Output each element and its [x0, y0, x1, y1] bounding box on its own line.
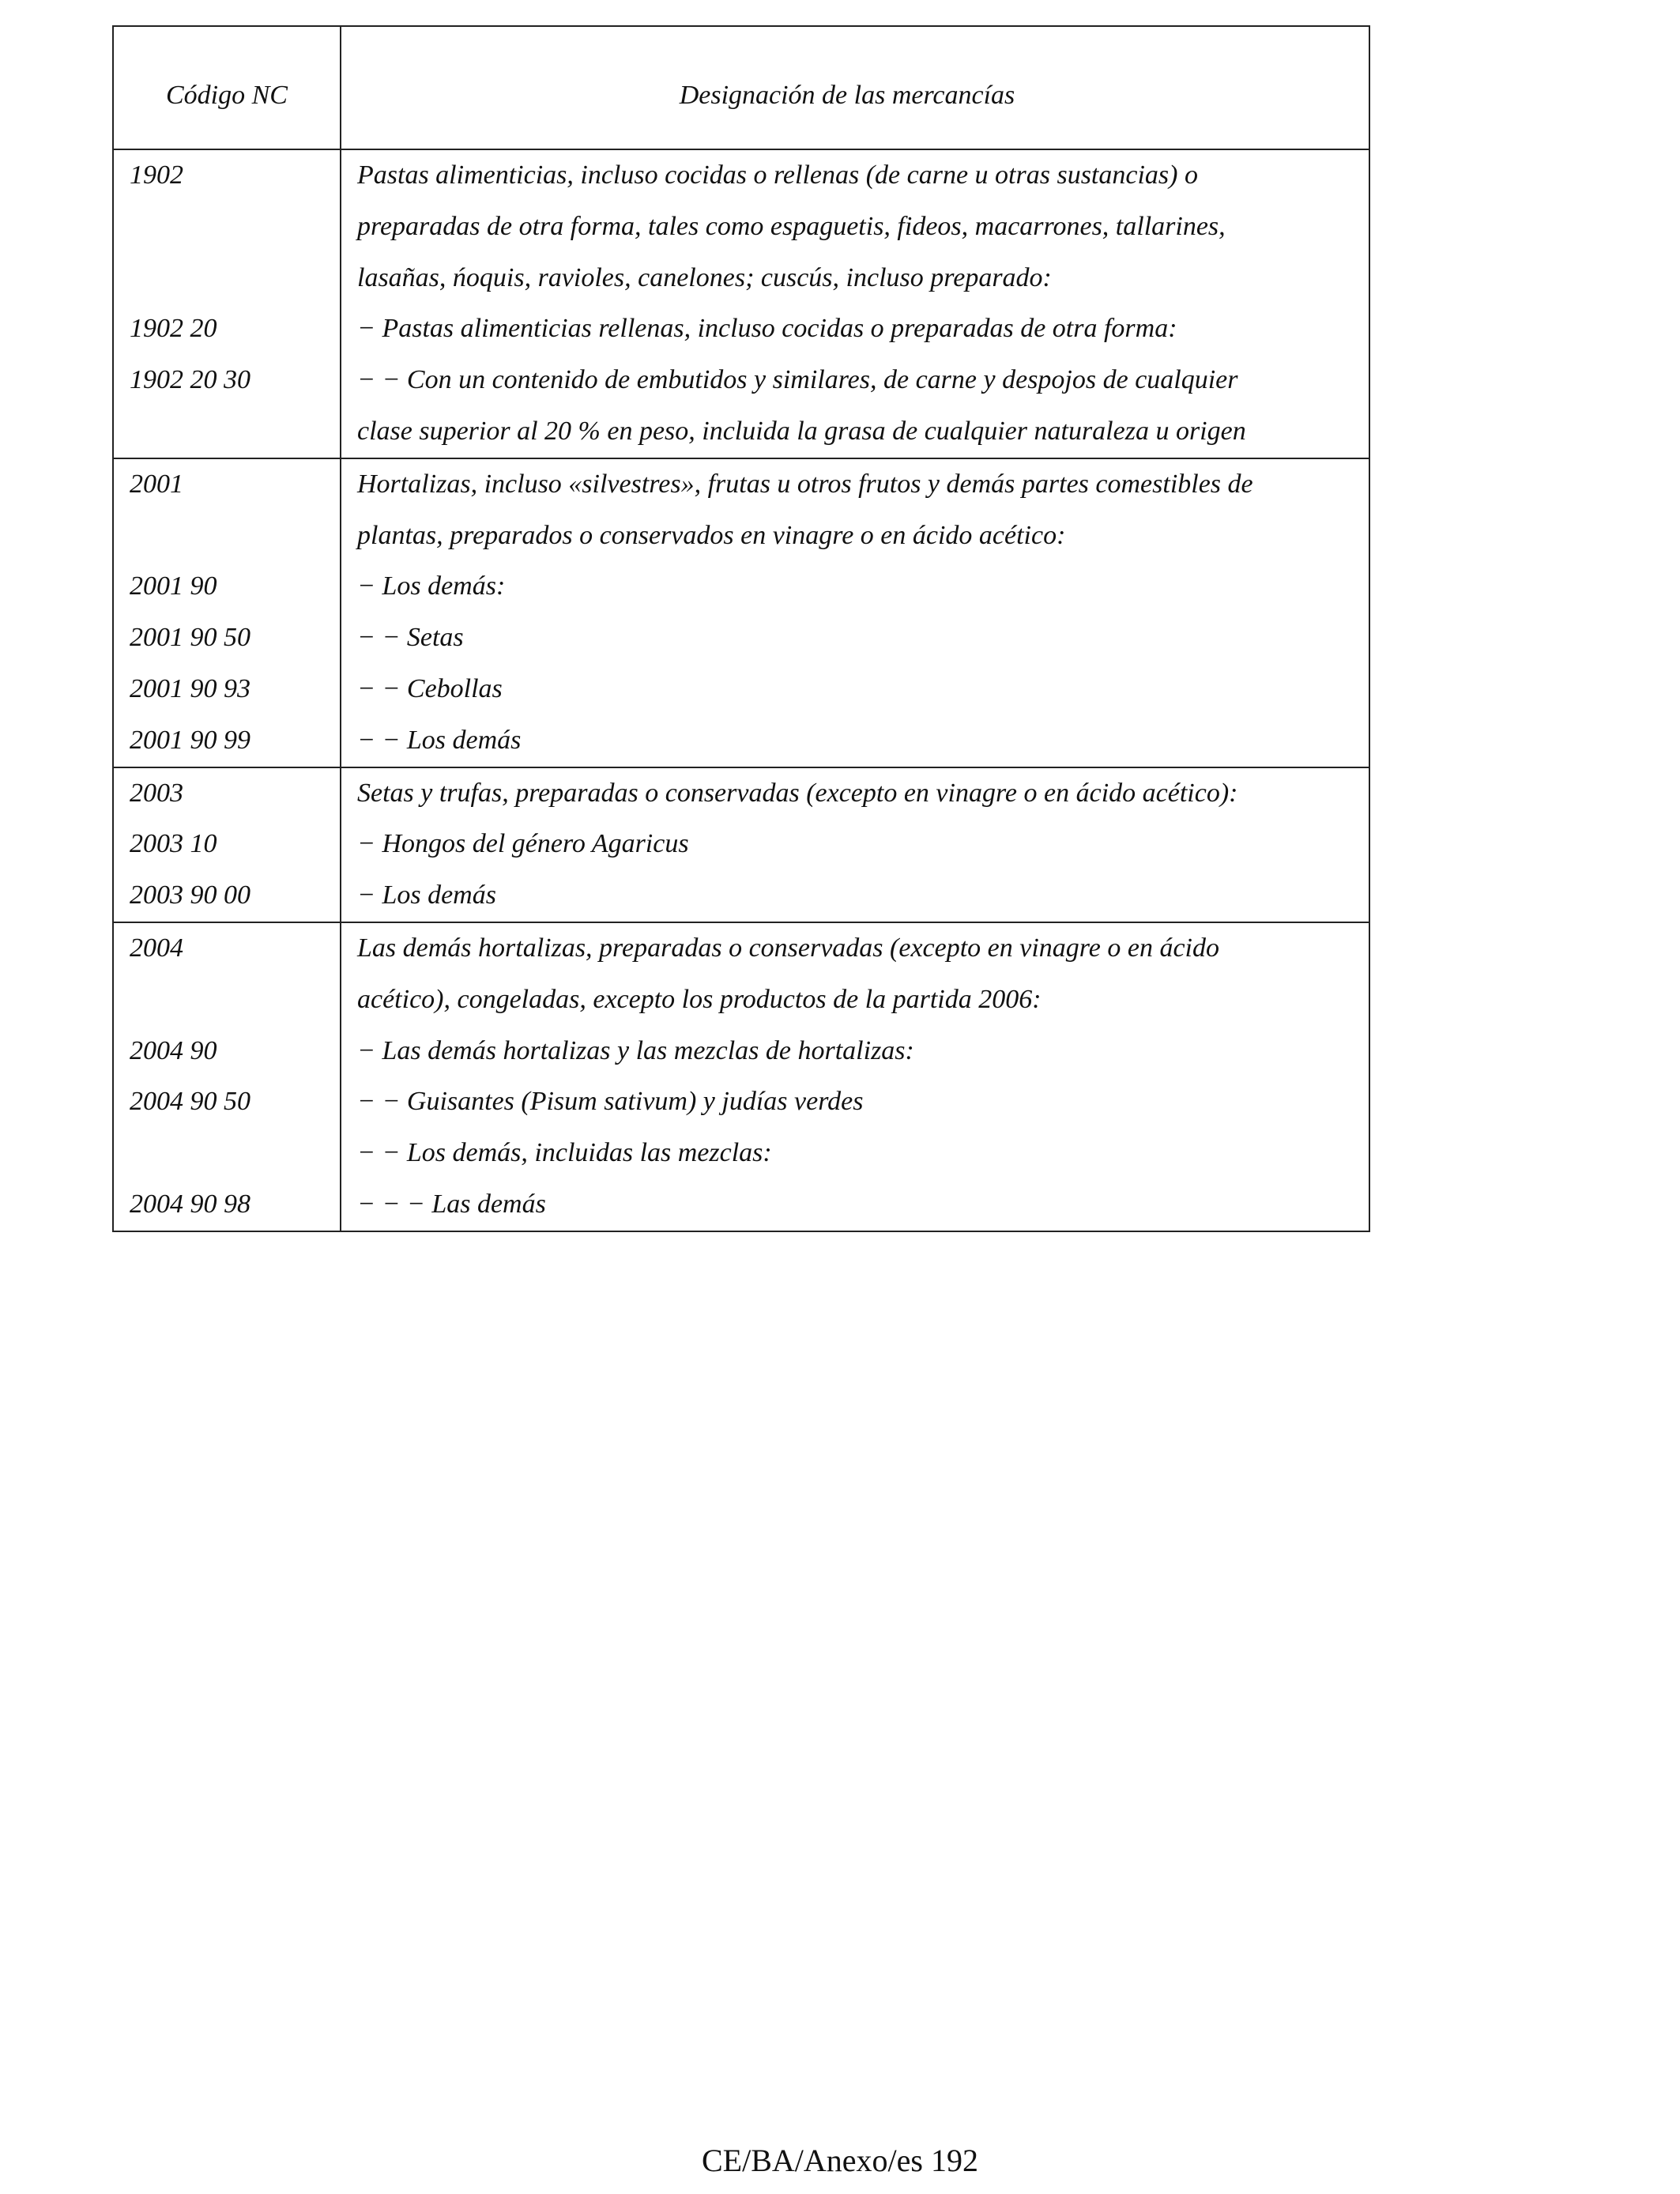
tariff-table [112, 25, 1370, 1232]
nc-code: 2001 90 [130, 571, 217, 601]
goods-description: − Los demás: [357, 571, 506, 601]
table-row [113, 149, 1369, 458]
tariff-table-body [113, 26, 1369, 1231]
nc-code: 2001 90 99 [130, 725, 250, 755]
description-cell [341, 149, 1369, 458]
goods-description: − − Cebollas [357, 673, 503, 703]
goods-description: Las demás hortalizas, preparadas o conservadas (excepto en vinagre o en ácido [357, 933, 1219, 963]
nc-code [114, 974, 340, 1026]
code-cell [113, 458, 341, 767]
nc-code: 2003 90 00 [130, 880, 250, 910]
goods-description: plantas, preparados o conservados en vinagre o en ácido acético: [357, 520, 1066, 550]
goods-description: acético), congeladas, excepto los productos de la partida 2006: [357, 984, 1042, 1014]
header-desc-label: Designación de las mercancías [679, 81, 1015, 110]
goods-description: − − Con un contenido de embutidos y similares, de carne y despojos de cualquier [357, 365, 1238, 395]
nc-code: 2004 [130, 933, 183, 963]
header-desc-cell [341, 26, 1369, 149]
nc-code [114, 202, 340, 253]
nc-code: 2001 90 93 [130, 673, 250, 703]
table-row [113, 922, 1369, 1231]
nc-code: 1902 20 30 [130, 365, 250, 395]
goods-description: Setas y trufas, preparadas o conservadas (excepto en vinagre o en ácido acético): [357, 778, 1238, 808]
goods-description: Pastas alimenticias, incluso cocidas o rellenas (de carne u otras sustancias) o [357, 160, 1198, 190]
nc-code [114, 511, 340, 562]
nc-code: 2004 90 [130, 1035, 217, 1065]
goods-description: − − − Las demás [357, 1189, 546, 1219]
goods-description: − Los demás [357, 880, 496, 910]
goods-description: preparadas de otra forma, tales como espaguetis, fideos, macarrones, tallarines, [357, 211, 1226, 241]
nc-code [114, 1128, 340, 1179]
nc-code: 2001 [130, 469, 183, 499]
nc-code: 2004 90 50 [130, 1087, 250, 1117]
goods-description: − Hongos del género Agaricus [357, 829, 689, 859]
table-row [113, 458, 1369, 767]
nc-code [114, 406, 340, 458]
nc-code: 2003 [130, 778, 183, 808]
description-cell [341, 922, 1369, 1231]
goods-description: − − Guisantes (Pisum sativum) y judías verdes [357, 1087, 864, 1117]
goods-description: Hortalizas, incluso «silvestres», frutas u otros frutos y demás partes comestibles de [357, 469, 1253, 499]
goods-description: lasañas, ńoquis, ravioles, canelones; cuscús, incluso preparado: [357, 262, 1052, 292]
nc-code: 1902 20 [130, 314, 217, 344]
nc-code: 2001 90 50 [130, 623, 250, 653]
goods-description: − − Los demás [357, 725, 522, 755]
goods-description: clase superior al 20 % en peso, incluida la grasa de cualquier naturaleza u origen [357, 416, 1246, 446]
nc-code: 1902 [130, 160, 183, 190]
page-footer: CE/BA/Anexo/es 192 [702, 2143, 978, 2178]
goods-description: − − Los demás, incluidas las mezclas: [357, 1138, 772, 1168]
code-cell [113, 767, 341, 922]
nc-code: 2003 10 [130, 829, 217, 859]
header-code-label: Código NC [166, 81, 288, 110]
goods-description: − Las demás hortalizas y las mezclas de hortalizas: [357, 1035, 914, 1065]
nc-code: 2004 90 98 [130, 1189, 250, 1219]
goods-description: − − Setas [357, 623, 464, 653]
table-header-row [113, 26, 1369, 149]
code-cell [113, 149, 341, 458]
nc-code [114, 253, 340, 304]
description-cell [341, 458, 1369, 767]
header-code-cell [113, 26, 341, 149]
table-row [113, 767, 1369, 922]
goods-description: − Pastas alimenticias rellenas, incluso cocidas o preparadas de otra forma: [357, 314, 1177, 344]
description-cell [341, 767, 1369, 922]
code-cell [113, 922, 341, 1231]
